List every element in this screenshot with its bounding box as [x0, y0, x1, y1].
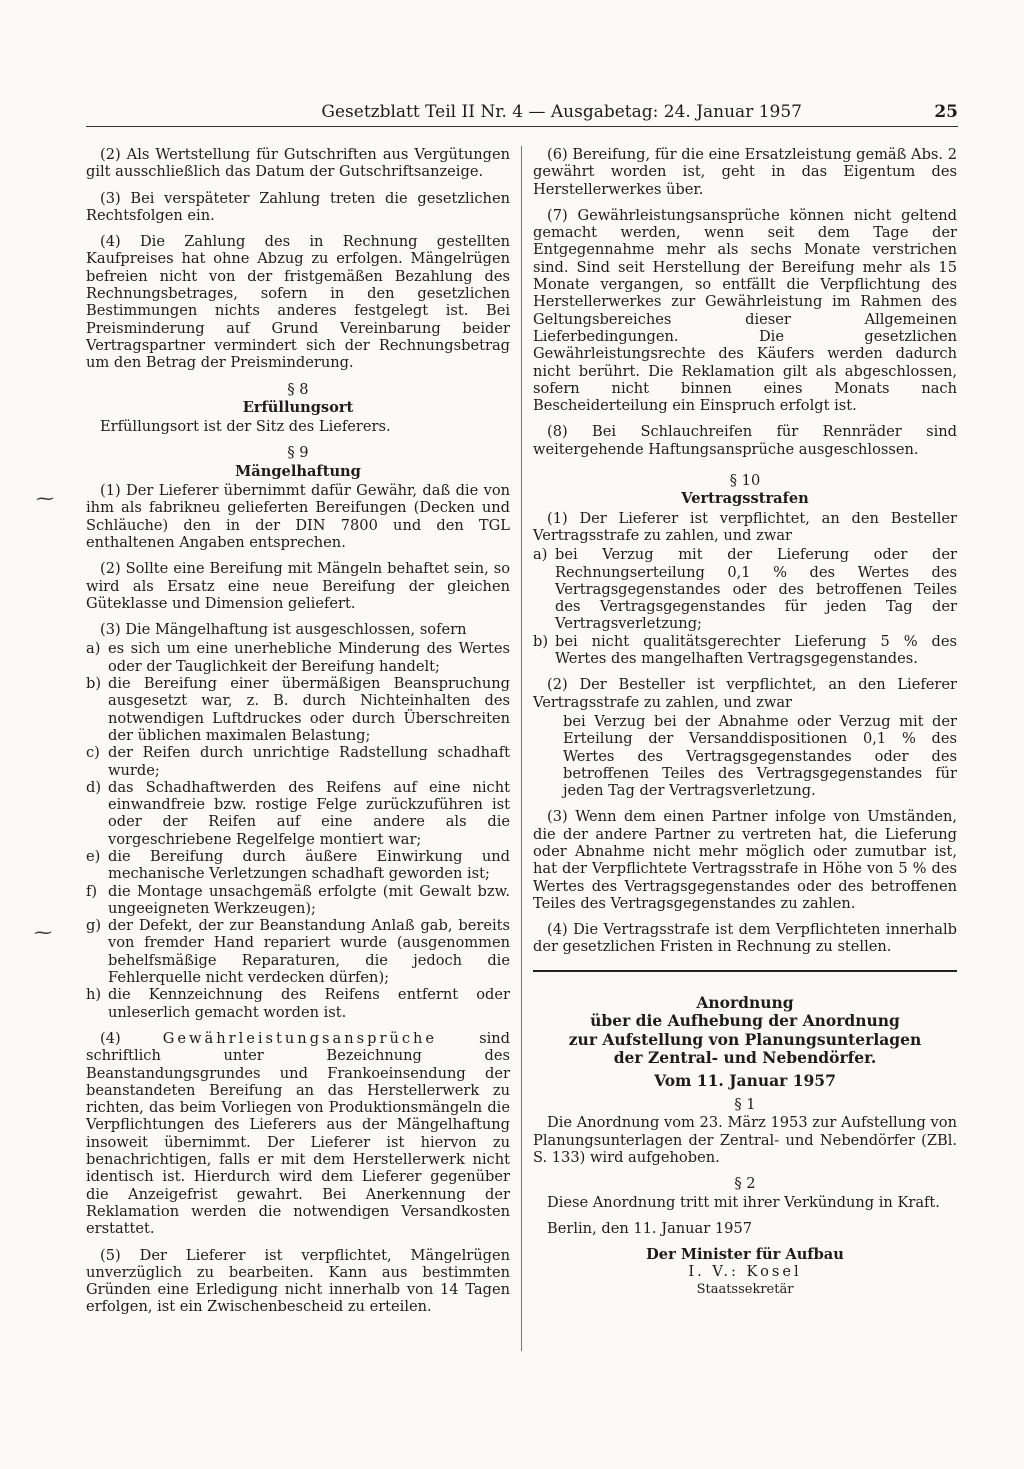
announcement-section-1: § 1	[734, 1096, 756, 1114]
column-divider	[521, 146, 522, 1351]
signer-name: I. V.: Kosel	[688, 1263, 802, 1281]
section-9-paragraph-1: (1) Der Lieferer übernimmt dafür Gewähr, daß die von ihm als fabrikneu gelieferten Bereifungen (Decken und Schläuche) den in der DIN 7800 und den TGL enthaltenen Angaben entsprechen.	[86, 482, 510, 551]
section-10-paragraph-2-detail: bei Verzug bei der Abnahme oder Verzug mit der Erteilung der Versanddispositionen 0,1 % des Wertes des Vertragsgegenstandes oder des betroffenen Teiles des Vertragsgegenstandes für jeden Tag der Vertragsverletzung.	[563, 712, 957, 800]
list-item: c) der Reifen durch unrichtige Radstellung schadhaft wurde;	[86, 744, 510, 779]
header-rule	[86, 126, 958, 127]
paragraph-zahlung: (4) Die Zahlung des in Rechnung gestellten Kaufpreises hat ohne Abzug zu erfolgen. Mängelrügen befreien nicht von der fristgemäßen Bezahlung des Rechnungsbetrages, sofern in den gesetzlichen Bestimmungen nichts anderes festgelegt ist. Bei Preisminderung auf Grund Vereinbarung beider Vertragspartner vermindert sich der Rechnungsbetrag um den Betrag der Preisminderung.	[86, 233, 510, 372]
page-number: 25	[934, 102, 958, 122]
list-item: a) bei Verzug mit der Lieferung oder der Rechnungserteilung 0,1 % des Wertes des Vertragsgegenstandes oder des betroffenen Teiles des Vertragsgegenstandes für jeden Tag der Vertragsverletzung;	[533, 546, 957, 633]
section-9-paragraph-6: (6) Bereifung, für die eine Ersatzleistung gemäß Abs. 2 gewährt worden ist, geht in das Eigentum des Herstellerwerkes über.	[533, 146, 957, 198]
announcement-title-line-1: Anordnung	[696, 992, 794, 1012]
penalty-list	[533, 546, 957, 667]
margin-mark: ⁓	[34, 922, 52, 943]
section-8-number: § 8	[287, 380, 309, 398]
announcement-title-line-2: über die Aufhebung der Anordnung	[590, 1011, 900, 1031]
section-9-paragraph-5: (5) Der Lieferer ist verpflichtet, Mängelrügen unverzüglich zu bearbeiten. Kann aus bestimmten Gründen eine Erledigung nicht innerhalb von 14 Tagen erfolgen, ist ein Zwischenbescheid zu erteilen.	[86, 1246, 510, 1316]
section-10-paragraph-3: (3) Wenn dem einen Partner infolge von Umständen, die der andere Partner zu vertreten hat, die Lieferung oder Abnahme nicht mehr möglich oder zumutbar ist, hat der Verpflichtete Vertragsstrafe in Höhe von 5 % des Wertes des Vertragsgegenstandes oder des betroffenen Teiles des Vertragsgegenstandes zu zahlen.	[533, 808, 957, 912]
list-item: a) es sich um eine unerhebliche Minderung des Wertes oder der Tauglichkeit der Bereifung handelt;	[86, 640, 510, 675]
announcement-section-1-text: Die Anordnung vom 23. März 1953 zur Aufstellung von Planungsunterlagen der Zentral- und Nebendörfer (ZBl. S. 133) wird aufgehoben.	[533, 1114, 957, 1166]
list-item: d) das Schadhaftwerden des Reifens auf eine nicht einwandfreie bzw. rostige Felge zurückzuführen ist oder der Reifen auf eine andere als die vorgeschriebene Regelfelge montiert war;	[86, 778, 510, 848]
list-item: g) der Defekt, der zur Beanstandung Anlaß gab, bereits von fremder Hand repariert wurde (ausgenommen behelfsmäßige Reparaturen, die jedoch die Fehlerquelle nicht verdecken dürfen);	[86, 917, 510, 987]
list-item: f) die Montage unsachgemäß erfolgte (mit Gewalt bzw. ungeeigneten Werkzeugen);	[86, 882, 510, 917]
list-item: e) die Bereifung durch äußere Einwirkung und mechanische Verletzungen schadhaft geworden ist;	[86, 847, 510, 883]
place-and-date: Berlin, den 11. Januar 1957	[547, 1219, 753, 1237]
section-10-title: Vertragsstrafen	[681, 490, 809, 508]
list-item: b) bei nicht qualitätsgerechter Lieferung 5 % des Wertes des mangelhaften Vertragsgegenstandes.	[533, 632, 957, 668]
paragraph-wertstellung: (2) Als Wertstellung für Gutschriften aus Vergütungen gilt ausschließlich das Datum der Gutschriftsanzeige.	[86, 146, 510, 181]
section-rule	[533, 970, 957, 972]
section-9-paragraph-3: (3) Die Mängelhaftung ist ausgeschlossen, sofern	[100, 621, 467, 639]
section-9-paragraph-2: (2) Sollte eine Bereifung mit Mängeln behaftet sein, so wird als Ersatz eine neue Bereifung der gleichen Güteklasse und Dimension geliefert.	[86, 560, 510, 612]
section-10-paragraph-1: (1) Der Lieferer ist verpflichtet, an den Besteller Vertragsstrafe zu zahlen, und zwar	[533, 509, 957, 544]
announcement-section-2: § 2	[734, 1175, 756, 1193]
left-column	[86, 146, 510, 1325]
paragraph-verspaetung: (3) Bei verspäteter Zahlung treten die gesetzlichen Rechtsfolgen ein.	[86, 189, 510, 224]
section-10-paragraph-2: (2) Der Besteller ist verpflichtet, an den Lieferer Vertragsstrafe zu zahlen, und zwar	[533, 676, 957, 711]
announcement-section-2-text: Diese Anordnung tritt mit ihrer Verkündung in Kraft.	[547, 1193, 940, 1211]
announcement-date: Vom 11. Januar 1957	[654, 1070, 836, 1090]
section-9-number: § 9	[287, 444, 309, 462]
section-8-title: Erfüllungsort	[242, 398, 354, 416]
section-10-paragraph-4: (4) Die Vertragsstrafe ist dem Verpflichteten innerhalb der gesetzlichen Fristen in Rechnung zu stellen.	[533, 921, 957, 956]
header-title: Gesetzblatt Teil II Nr. 4 — Ausgabetag: 24. Januar 1957	[321, 102, 802, 122]
signer-office: Der Minister für Aufbau	[646, 1246, 844, 1264]
section-9-paragraph-4: (4) Gewährleistungsansprüche sind schriftlich unter Bezeichnung des Beanstandungsgrundes und Frankoeinsendung der beanstandeten Bereifung an das Herstellerwerk zu richten, das beim Vorliegen von Produktionsmängeln die Verpflichtungen des Lieferers aus der Mängelhaftung insoweit übernimmt. Der Lieferer ist hiervon zu benachrichtigen, falls er mit dem Herstellerwerk nicht identisch ist. Hierdurch wird dem Lieferer gegenüber die Anzeigefrist gewahrt. Bei Anerkennung der Reklamation werden die notwendigen Versandkosten erstattet.	[86, 1029, 510, 1238]
margin-mark: ⁓	[36, 488, 54, 509]
section-9-paragraph-7: (7) Gewährleistungsansprüche können nicht geltend gemacht werden, wenn seit dem Tage der Entgegennahme mehr als sechs Monate verstrichen sind. Sind seit Herstellung der Bereifung mehr als 15 Monate vergangen, so entfällt die Verpflichtung des Herstellerwerkes zur Gewährleistung im Rahmen des Geltungsbereiches dieser Allgemeinen Lieferbedingungen. Die gesetzlichen Gewährleistungsrechte des Käufers werden dadurch nicht berührt. Die Reklamation gilt als abgeschlossen, sofern nicht binnen eines Monats nach Bescheiderteilung ein Einspruch erfolgt ist.	[533, 206, 957, 415]
list-item: h) die Kennzeichnung des Reifens entfernt oder unleserlich gemacht worden ist.	[86, 986, 510, 1021]
announcement-title-line-3: zur Aufstellung von Planungsunterlagen	[568, 1029, 922, 1049]
section-8-text: Erfüllungsort ist der Sitz des Lieferers.	[100, 418, 391, 436]
announcement-title-line-4: der Zentral- und Nebendörfer.	[613, 1048, 877, 1068]
signer-title: Staatssekretär	[696, 1281, 794, 1297]
list-item: b) die Bereifung einer übermäßigen Beanspruchung ausgesetzt war, z. B. durch Nichteinhalten des notwendigen Luftdruckes oder durch Überschreiten der üblichen maximalen Belastung;	[86, 675, 510, 744]
section-10-number: § 10	[729, 472, 761, 490]
page-header	[86, 102, 958, 122]
section-9-paragraph-8: (8) Bei Schlauchreifen für Rennräder sind weitergehende Haftungsansprüche ausgeschlossen.	[533, 423, 957, 458]
right-column	[533, 146, 957, 1298]
section-9-title: Mängelhaftung	[235, 462, 361, 480]
exclusion-list	[86, 640, 510, 1021]
